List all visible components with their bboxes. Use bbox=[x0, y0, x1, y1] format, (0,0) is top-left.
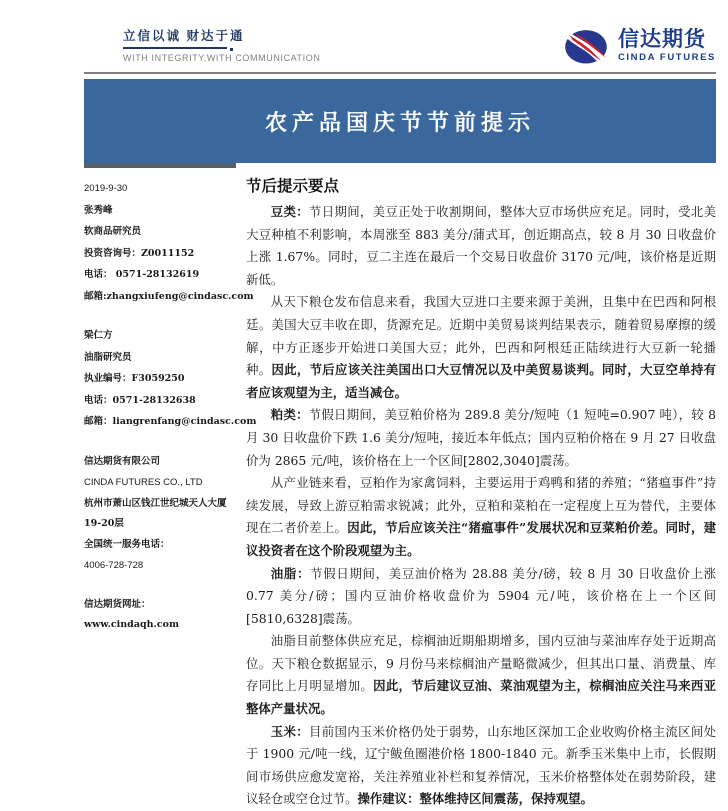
paragraph-advice: 因此，节后建议豆油、菜油观望为主，棕榈油应关注马来西亚整体产量状况。 bbox=[246, 678, 717, 717]
header bbox=[84, 0, 716, 66]
logo-name-english: CINDA FUTURES bbox=[617, 52, 716, 64]
paragraph-body: 节假日期间，美豆油价格为 28.88 美分/磅，较 8 月 30 日收盘价上涨 0.77 美分/磅；国内豆油价格收盘价为 5904 元/吨，该价格在上一个区间[5810,6328]震荡。 bbox=[246, 565, 716, 626]
cinda-logo-swoosh-icon bbox=[561, 26, 611, 66]
paragraph-oils-analysis bbox=[246, 630, 716, 720]
analyst-cert-number: 投资咨询号：Z0011152 bbox=[84, 247, 195, 259]
slogan-chinese: 立信以诚 财达于通 bbox=[123, 29, 245, 43]
paragraph-meal-analysis bbox=[246, 472, 716, 562]
logo-name-chinese: 信达期货 bbox=[617, 28, 706, 52]
header-separator-line bbox=[84, 72, 716, 74]
paragraph-body: 目前国内玉米价格仍处于弱势，山东地区深加工企业收购价格主流区间处于 1900 元/吨一线，辽宁鲅鱼圈港价格 1800-1840 元。新季玉米集中上市，长假期间市场供应愈发宽裕，关注养殖业补栏和复养情况，玉米价格整体处在弱势阶段，建议轻仓或空仓过节。 bbox=[246, 723, 717, 807]
analyst-block-1 bbox=[84, 200, 254, 308]
title-banner bbox=[84, 79, 716, 163]
banner-bottom-accent bbox=[84, 163, 236, 168]
paragraph-lead: 油脂： bbox=[270, 565, 311, 581]
company-block bbox=[84, 451, 236, 577]
analyst-block-2 bbox=[84, 325, 257, 433]
analyst-email: 邮箱:zhangxiufeng@cindasc.com bbox=[84, 290, 254, 302]
analyst-title: 油脂研究员 bbox=[84, 351, 132, 363]
analyst-name: 张秀峰 bbox=[84, 204, 113, 216]
paragraph-body: 从天下粮仓发布信息来看，我国大豆进口主要来源于美洲，且集中在巴西和阿根廷。美国大豆丰收在即，货源充足。近期中美贸易谈判结果表示，随着贸易摩擦的缓解，中方正逐步开始进口美国大豆；此外，巴西和阿根廷正陆续进行大豆新一轮播种。 bbox=[246, 294, 716, 378]
company-address: 杭州市萧山区钱江世纪城天人大厦19-20层 bbox=[84, 497, 227, 529]
paragraph-lead: 粕类： bbox=[270, 407, 309, 423]
company-website: 信达期货网址： www.cindaqh.com bbox=[84, 598, 180, 630]
company-slogan bbox=[123, 26, 320, 63]
slogan-underline bbox=[123, 47, 227, 49]
analyst-email: 邮箱：liangrenfang@cindasc.com bbox=[84, 416, 257, 427]
paragraph-meal bbox=[246, 404, 716, 472]
section-heading: 节后提示要点 bbox=[246, 176, 340, 195]
paragraph-body: 油脂目前整体供应充足，棕榈油近期船期增多，国内豆油与菜油库存处于近期高位。天下粮仓数据显示，9 月份马来棕榈油产量略微减少，但其出口量、消费量、库存同比上月明显增加。 bbox=[246, 633, 716, 694]
paragraph-advice: 操作建议：整体维持区间震荡，保持观望。 bbox=[357, 791, 593, 807]
hotline-label: 全国统一服务电话： bbox=[84, 538, 170, 550]
slogan-english: WITH INTEGRITY.WITH COMMUNICATION bbox=[123, 53, 321, 63]
paragraph-body: 节日期间，美豆正处于收割期间，整体大豆市场供应充足。同时，受北美大豆种植不利影响，本周涨至 883 美分/蒲式耳，创近期高点，较 8 月 30 日收盘价上涨 1.67%。同时，豆二主连在最后一个交易日收盘价 3170 元/吨，该价格是近期新低。 bbox=[246, 204, 717, 287]
analyst-cert-number: 执业编号：F3059250 bbox=[84, 373, 185, 384]
paragraph-corn bbox=[246, 721, 716, 811]
main-content bbox=[236, 174, 716, 811]
cinda-futures-logo bbox=[561, 26, 716, 66]
paragraph-body: 从产业链来看，豆粕作为家禽饲料，主要运用于鸡鸭和猪的养殖；“猪瘟事件”持续发展，导致上游豆粕需求锐减；此外，豆粕和菜粕在一定程度上互为替代，主要体现在二者价差上。 bbox=[246, 475, 716, 536]
paragraph-lead: 豆类： bbox=[270, 204, 309, 219]
paragraph-beans-analysis bbox=[246, 291, 716, 404]
paragraph-lead: 玉米： bbox=[270, 723, 309, 739]
paragraph-beans bbox=[246, 201, 716, 291]
paragraph-oils bbox=[246, 563, 716, 631]
analyst-phone: 电话：0571-28132638 bbox=[84, 394, 196, 406]
company-name-cn: 信达期货有限公司 bbox=[84, 455, 161, 467]
report-date: 2019-9-30 bbox=[84, 183, 128, 194]
report-title: 农产品国庆节节前提示 bbox=[264, 109, 535, 136]
sidebar bbox=[84, 174, 257, 811]
hotline-number: 4006-728-728 bbox=[84, 560, 144, 571]
company-name-en: CINDA FUTURES CO., LTD bbox=[84, 477, 203, 488]
paragraph-body: 节假日期间，美豆粕价格为 289.8 美分/短吨（1 短吨=0.907 吨），较 8 月 30 日收盘价下跌 1.6 美分/短吨，接近本年低点；国内豆粕价格在 9 月 27 日收盘价为 2865 元/吨，该价格在上一个区间[2802,3040]震荡。 bbox=[246, 407, 716, 468]
analyst-name: 梁仁方 bbox=[84, 330, 113, 341]
paragraph-advice: 因此，节后应该关注美国出口大豆情况以及中美贸易谈判。同时，大豆空单持有者应该观望为主，适当减仓。 bbox=[246, 362, 717, 400]
analyst-title: 软商品研究员 bbox=[84, 226, 142, 237]
analyst-phone: 电话： 0571-28132619 bbox=[84, 269, 200, 280]
paragraph-advice: 因此，节后应该关注“猪瘟事件”发展状况和豆菜粕价差。同时，建议投资者在这个阶段观望为主。 bbox=[246, 520, 716, 558]
